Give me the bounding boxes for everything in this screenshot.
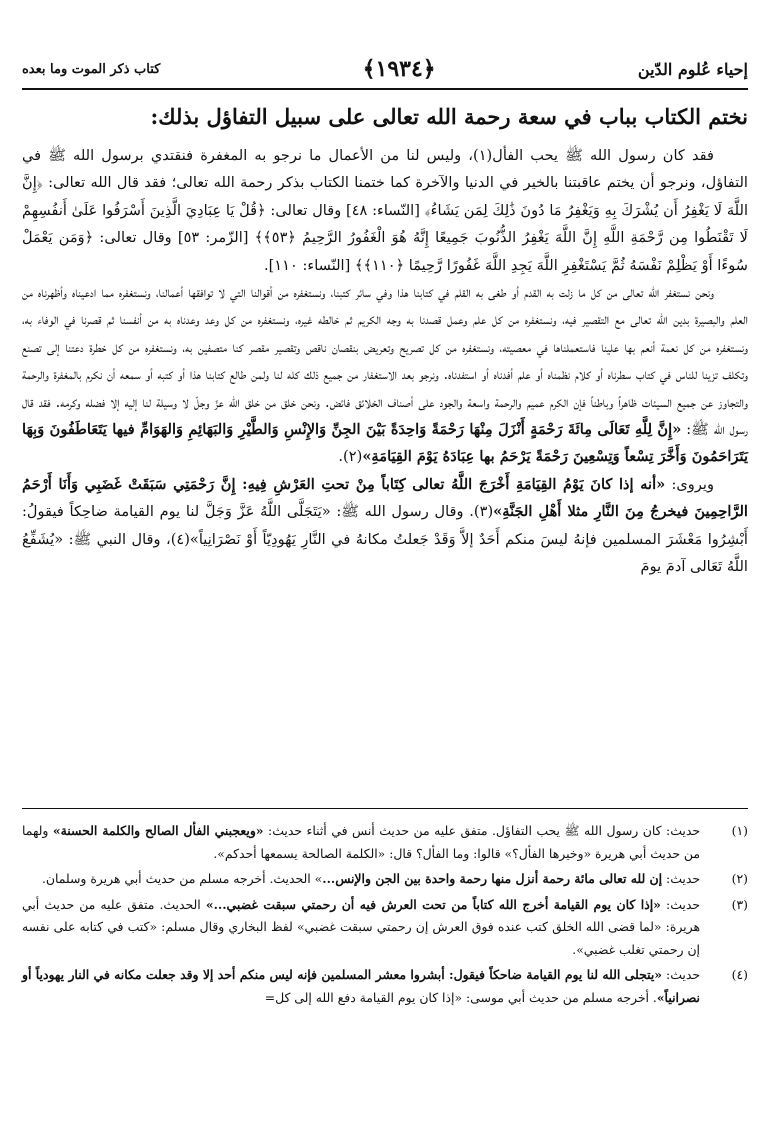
footnote-text: حديث: «يتجلى الله لنا يوم القيامة ضاحكاً فيقول: أبشروا معشر المسلمين فإنه ليس منكم أحد إلا وقد جعلت مكانه في النار يهودياً أو نصرانياً». أخرجه مسلم من حديث أبي موسى: «إذا كان يوم القيامة دفع الله إلى كل= xyxy=(22,967,700,1005)
paragraph-text: فقد كان رسول الله ﷺ يحب الفأل(١)، وليس لنا من الأعمال ما نرجو به المغفرة فنقتدي برسول الله ﷺ في التفاؤل، ونرجو أن يختم عاقبتنا بالخير في الدنيا والآخرة كما ختمنا الكتاب بذكر رحمة الله تعالى؛ فقد قال الله تعالى: ﴿إِنَّ اللَّهَ لَا يَغْفِرُ أَن يُشْرَكَ بِهِ وَيَغْفِرُ مَا دُونَ ذَٰلِكَ لِمَن يَشَاءُ﴾ [النّساء: ٤٨] وقال تعالى: ﴿قُلْ يَا عِبَادِيَ الَّذِينَ أَسْرَفُوا عَلَىٰ أَنفُسِهِمْ لَا تَقْنَطُوا مِن رَّحْمَةِ اللَّهِ إِنَّ اللَّهَ يَغْفِرُ الذُّنُوبَ جَمِيعًا إِنَّهُ هُوَ الْغَفُورُ الرَّحِيمُ ﴿٥٣﴾﴾ [الزّمر: ٥٣] وقال تعالى: ﴿وَمَن يَعْمَلْ سُوءًا أَوْ يَظْلِمْ نَفْسَهُ ثُمَّ يَسْتَغْفِرِ اللَّهَ يَجِدِ اللَّهَ غَفُورًا رَّحِيمًا ﴿١١٠﴾﴾ [النّساء: ١١٠]. xyxy=(22,147,748,274)
paragraph-text: ويروى: xyxy=(665,475,715,493)
footnote-text: حديث: «إذا كان يوم القيامة أخرج الله كتاباً من تحت العرش فيه أن رحمتي سبقت غضبي...» الحديث. متفق عليه من حديث أبي هريرة: «لما قضى الله الخلق كتب عنده فوق العرش إن رحمتي سبقت غضبي» لفظ البخاري وقال مسلم: «كتب في كتابه على نفسه إن رحمتي تغلب غضبي». xyxy=(22,896,700,957)
footnote-number: (٣) xyxy=(731,896,748,912)
paragraph-text-tail: (٣). وقال رسول الله ﷺ: «يَتَجَلَّى اللَّهُ عَزَّ وَجَلَّ لنا يوم القيامة ضاحِكاً فيقولُ: أَبْشِرُوا مَعْشَرَ المسلمين فإنهُ ليسَ منكم أَحَدٌ إلاَّ وَقَدْ جَعلتُ مكانهُ في النَّارِ يَهُودِيّاً أَوْ نَصْرَانِياً»(٤)، وقال النبي ﷺ: «يُشَفِّعُ اللَّهُ تَعَالى آدمَ يومَ xyxy=(22,503,748,576)
footnote xyxy=(22,894,748,962)
page-number: ﴿١٩٣٤﴾ xyxy=(362,56,436,82)
footnote-number: (٤) xyxy=(731,967,748,982)
paragraph xyxy=(22,142,748,279)
main-text xyxy=(22,142,748,581)
page xyxy=(22,50,748,1090)
hadith-quote: «أنه إذا كانَ يَوْمُ القِيَامَةِ أَخْرَجَ اللَّهُ تعالى كِتَاباً مِنْ تحتِ العَرْشِ فِيهِ: إِنَّ رَحْمَتِي سَبَقَتْ غَضَبِي وَأَنَا أَرْحَمُ الرَّاحِمِينَ فيخرجُ مِنَ النَّارِ مثلا أَهْلِ الجَنَّةِ» xyxy=(22,475,748,521)
footnote-text: حديث: إن لله تعالى مائة رحمة أنزل منها رحمة واحدة بين الجن والإنس...» الحديث. أخرجه مسلم من حديث أبي هريرة وسلمان. xyxy=(41,871,700,886)
footnote xyxy=(22,820,748,865)
footnote-text: حديث: كان رسول الله ﷺ يحب التفاؤل. متفق عليه من حديث أنس في أثناء حديث: «ويعجبني الفأل الصالح والكلمة الحسنة» ولهما من حديث أبي هريرة «وخيرها الفأل؟» قالوا: وما الفأل؟ قال: «الكلمة الصالحة يسمعها أحدكم». xyxy=(22,823,700,861)
paragraph xyxy=(22,279,748,471)
chapter-title: كتاب ذكر الموت وما بعده xyxy=(22,61,161,77)
paragraph xyxy=(22,471,748,581)
footnotes xyxy=(22,820,748,1012)
running-header xyxy=(22,50,748,88)
hadith-quote: «إِنَّ لِلَّهِ تَعَالَى مِائَةَ رَحْمَةٍ أَنْزَلَ مِنْهَا رَحْمَةً وَاحِدَةً بَيْنَ الجِنِّ وَالإِنْسِ وَالطَّيْرِ وَالبَهَائِمِ وَالهَوَامِّ فيها يَتَعَاطَفُونَ وَبِهَا يَتَرَاحَمُونَ وَأَخَّرَ تِسْعاً وَتِسْعِينَ رَحْمَةً يَرْحَمُ بها عِبَادَهُ يَوْمَ القِيَامَةِ» xyxy=(22,421,748,466)
footnote xyxy=(22,868,748,891)
footnote-number: (٢) xyxy=(731,871,748,886)
footnote xyxy=(22,964,748,1009)
book-title: إحياء عُلوم الدّين xyxy=(637,59,748,79)
header-rule xyxy=(22,88,748,90)
section-heading: نختم الكتاب بباب في سعة رحمة الله تعالى على سبيل التفاؤل بذلك: xyxy=(150,104,748,129)
footnote-number: (١) xyxy=(731,823,748,838)
paragraph-text: ونحن نستغفر الله تعالى من كل ما زلت به القدم أو طغى به القلم في كتابنا هذا وفي سائر كتبنا، ونستغفره من أقوالنا التي لا توافقها أعمالنا، ونستغفره مما ادعيناه وأظهرناه من العلم والبصيرة بدين الله تعالى مع التقصير فيه، ونستغفره من كل علم وعمل قصدنا به وجه الكريم ثم خالطه غيره، ونستغفره من كل وعد وعدناه به من أنفسنا ثم قصرنا في الوفاء به، ونستغفره من كل نعمة أنعم بها علينا فاستعملناها في معصيته، ونستغفره من كل تصريح وتعريض بنقصان ناقص وتقصير مقصر كنا متصفين به، ونستغفره من كل خطرة دعتنا إلى تصنع وتكلف تزينا للناس في كتاب سطرناه أو كلام نظمناه أو علم أفدناه أو استفدناه. ونرجو بعد الاستغفار من جميع ذلك كله لنا ولمن طالع كتابنا هذا أو كتبه أو سمعه أن نكرم بالمغفرة والرحمة والتجاوز عن جميع السيئات ظاهراً وباطناً فإن الكرم عميم والرحمة واسعة والجود على أصناف الخلائق فائض. ونحن خلق من خلق الله عزّ وجلّ لا وسيلة لنا إليه إلا فضله وكرمه. فقد قال رسول الله ﷺ: xyxy=(22,284,749,439)
footnote-separator xyxy=(22,808,748,809)
paragraph-text-tail: (٢). xyxy=(338,448,363,466)
